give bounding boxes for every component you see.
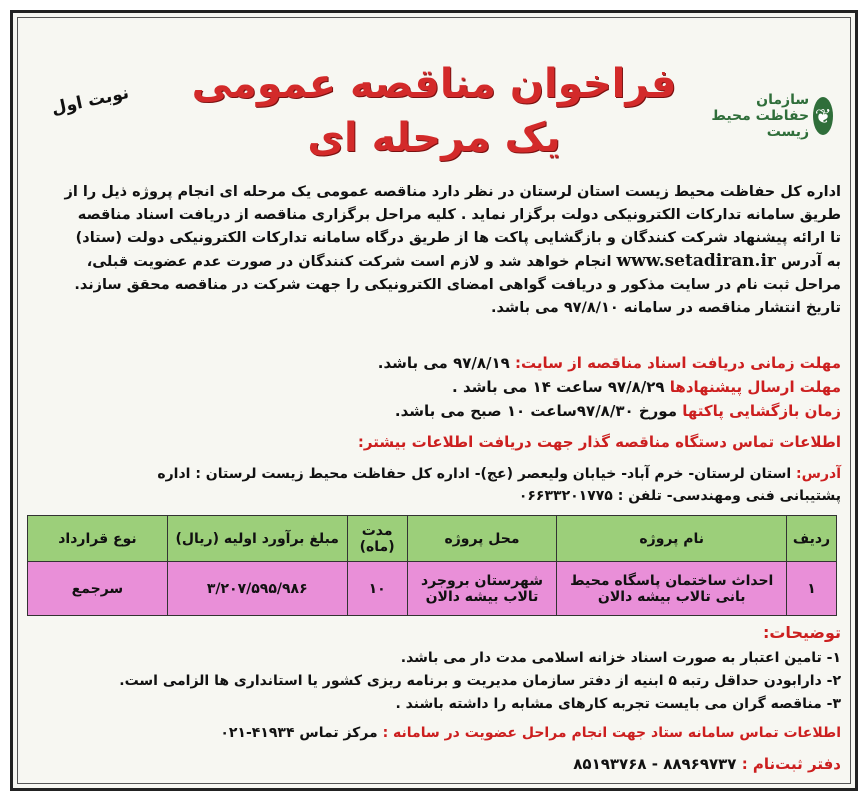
column-header: ردیف xyxy=(787,516,837,562)
offer-deadline xyxy=(27,375,841,399)
note-item: ۲- دارابودن حداقل رتبه ۵ ابنیه از دفتر سازمان مدیریت و برنامه ریزی کشور یا استانداری ها الزامی است. xyxy=(119,673,841,689)
offer-deadline-value: ۹۷/۸/۲۹ ساعت ۱۴ می باشد . xyxy=(452,378,665,396)
header xyxy=(13,49,855,189)
column-header: مبلغ برآورد اولیه (ریال) xyxy=(167,516,347,562)
setad-contact-value: مرکز تماس ۴۱۹۳۴-۰۲۱ xyxy=(220,725,378,741)
page-subtitle: یک مرحله ای xyxy=(307,115,561,161)
table-header-row xyxy=(28,516,837,562)
setad-contact xyxy=(27,725,841,741)
doc-deadline xyxy=(27,351,841,375)
registration-office xyxy=(27,755,841,773)
column-header: محل پروژه xyxy=(407,516,557,562)
round-badge: نوبت اول xyxy=(49,83,131,119)
intro-line: تا ارائه پیشنهاد شرکت کنندگان و بازگشایی پاکت ها از طریق درگاه سامانه تدارکات الکترونیکی دولت (ستاد) xyxy=(75,230,841,246)
table-cell: ۱ xyxy=(787,562,837,616)
address-line xyxy=(27,463,841,485)
table-cell: شهرستان بروجرد تالاب بیشه دالان xyxy=(407,562,557,616)
column-header: مدت (ماه) xyxy=(347,516,407,562)
address-block xyxy=(27,463,841,507)
table-cell: سرجمع xyxy=(28,562,168,616)
opening-time xyxy=(27,399,841,423)
intro-line: مراحل ثبت نام در سایت مذکور و دریافت گواهی امضای الکترونیکی را جهت شرکت در مناقصه محقق سازند. xyxy=(74,277,841,293)
project-table xyxy=(27,515,837,616)
leaf-icon: ❦ xyxy=(813,97,833,135)
publish-date: تاریخ انتشار مناقصه در سامانه ۹۷/۸/۱۰ می باشد. xyxy=(491,300,841,316)
column-header: نام پروژه xyxy=(557,516,787,562)
page-title: فراخوان مناقصه عمومی xyxy=(191,61,677,107)
table-cell: ۳/۲۰۷/۵۹۵/۹۸۶ xyxy=(167,562,347,616)
registration-value: ۸۸۹۶۹۷۳۷ - ۸۵۱۹۳۷۶۸ xyxy=(573,755,737,773)
tender-notice xyxy=(10,10,858,791)
deadlines xyxy=(27,351,841,423)
table-cell: احداث ساختمان پاسگاه محیط بانی تالاب بیشه دالان xyxy=(557,562,787,616)
registration-label: دفتر ثبت‌نام : xyxy=(741,755,841,773)
address-label: آدرس: xyxy=(796,466,841,482)
intro-paragraph xyxy=(27,181,841,320)
logo-text: سازمان حفاظت محیط زیست xyxy=(711,92,810,140)
offer-deadline-label: مهلت ارسال پیشنهادها xyxy=(669,378,841,396)
intro-line: اداره کل حفاظت محیط زیست استان لرستان در نظر دارد مناقصه عمومی یک مرحله ای انجام پروژه ذیل را از xyxy=(64,184,841,200)
table-cell: ۱۰ xyxy=(347,562,407,616)
intro-text: انجام خواهد شد و لازم است شرکت کنندگان در صورت عدم عضویت قبلی، xyxy=(86,254,612,270)
address-line: پشتیبانی فنی ومهندسی- تلفن : ۰۶۶۳۳۲۰۱۷۷۵ xyxy=(518,488,841,504)
note-item: ۳- مناقصه گران می بایست تجربه کارهای مشابه را داشته باشند . xyxy=(395,696,841,712)
doc-deadline-label: مهلت زمانی دریافت اسناد مناقصه از سایت: xyxy=(515,354,841,372)
notes-list xyxy=(27,647,841,716)
column-header: نوع قرارداد xyxy=(28,516,168,562)
opening-time-value: مورخ ۹۷/۸/۳۰ساعت ۱۰ صبح می باشد. xyxy=(394,402,677,420)
address-text: استان لرستان- خرم آباد- خیابان ولیعصر (عج)- اداره کل حفاظت محیط زیست لرستان : اداره xyxy=(157,466,792,482)
note-item: ۱- تامین اعتبار به صورت اسناد خزانه اسلامی مدت دار می باشد. xyxy=(400,650,841,666)
contact-heading: اطلاعات تماس دستگاه مناقصه گذار جهت دریافت اطلاعات بیشتر: xyxy=(357,433,841,451)
intro-line: طریق سامانه تدارکات الکترونیکی دولت برگزار نماید . کلیه مراحل برگزاری مناقصه از دریافت اسناد مناقصه xyxy=(77,207,841,223)
table-row xyxy=(28,562,837,616)
notes-heading: توضیحات: xyxy=(762,623,841,642)
intro-text: به آدرس xyxy=(780,254,841,270)
doc-deadline-value: ۹۷/۸/۱۹ می باشد. xyxy=(377,354,510,372)
intro-line-url xyxy=(27,250,841,274)
opening-time-label: زمان بازگشایی پاکتها xyxy=(682,402,841,420)
setad-contact-label: اطلاعات تماس سامانه ستاد جهت انجام مراحل عضویت در سامانه : xyxy=(382,725,841,741)
setad-url-link[interactable]: www.setadiran.ir xyxy=(616,251,776,271)
